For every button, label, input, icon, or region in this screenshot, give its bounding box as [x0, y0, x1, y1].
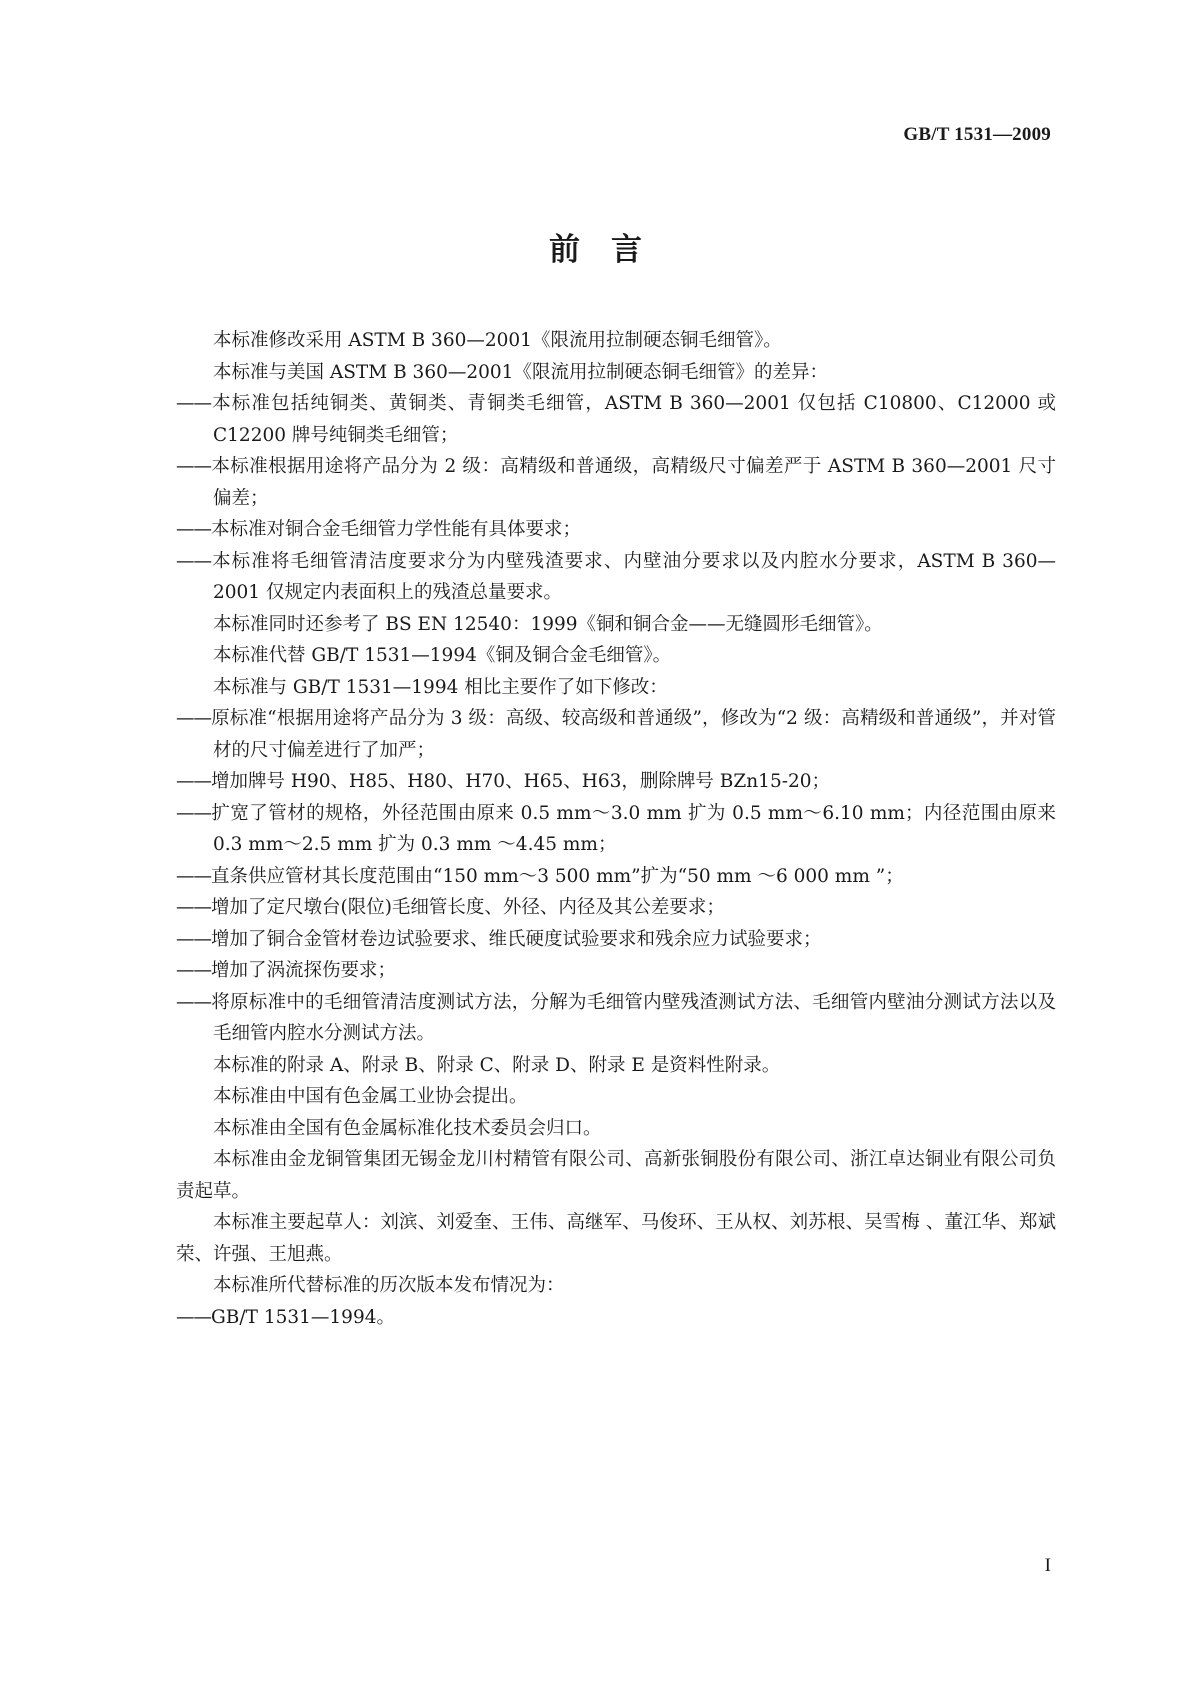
dash-marker: ——	[176, 519, 211, 540]
dash-item-text: 增加牌号 H90、H85、H80、H70、H65、H63，删除牌号 BZn15-20；	[211, 771, 831, 792]
dash-item-text: 增加了铜合金管材卷边试验要求、维氏硬度试验要求和残余应力试验要求；	[211, 928, 822, 950]
dash-item	[176, 766, 1056, 798]
dash-item-text: 直条供应管材其长度范围由“150 mm～3 500 mm”扩为“50 mm ～6 000 mm ”；	[211, 865, 904, 887]
dash-item-text: 增加了涡流探伤要求；	[211, 960, 397, 981]
dash-marker: ——	[176, 456, 211, 477]
dash-marker: ——	[176, 802, 211, 824]
dash-marker: ——	[176, 1306, 211, 1328]
paragraph: 本标准由金龙铜管集团无锡金龙川村精管有限公司、高新张铜股份有限公司、浙江卓达铜业有限公司负责起草。	[176, 1149, 1056, 1202]
dash-marker: ——	[176, 708, 211, 729]
dash-marker: ——	[176, 771, 211, 792]
paragraph: 本标准由全国有色金属标准化技术委员会归口。	[213, 1117, 602, 1139]
dash-marker: ——	[176, 550, 211, 572]
dash-item-text: GB/T 1531—1994。	[211, 1306, 395, 1328]
paragraph: 本标准所代替标准的历次版本发布情况为：	[213, 1275, 565, 1296]
dash-item-text: 增加了定尺墩台(限位)毛细管长度、外径、内径及其公差要求；	[211, 897, 725, 918]
dash-marker: ——	[176, 991, 211, 1013]
paragraph: 本标准由中国有色金属工业协会提出。	[213, 1086, 528, 1107]
dash-marker: ——	[176, 960, 211, 981]
dash-marker: ——	[176, 865, 211, 887]
paragraph: 本标准与 GB/T 1531—1994 相比主要作了如下修改：	[213, 676, 668, 698]
paragraph: 本标准与美国 ASTM B 360—2001《限流用拉制硬态铜毛细管》的差异：	[213, 361, 828, 383]
preface-body	[176, 325, 1056, 1333]
page-title: 前 言	[549, 232, 642, 268]
dash-item-text: 本标准根据用途将产品分为 2 级：高精级和普通级，高精级尺寸偏差严于 ASTM B 360—2001 尺寸偏差；	[211, 456, 1056, 509]
page-number: I	[1044, 1555, 1051, 1576]
dash-item	[176, 703, 1056, 766]
standard-number: GB/T 1531—2009	[903, 124, 1051, 145]
dash-item	[176, 451, 1056, 514]
dash-item-text: 本标准将毛细管清洁度要求分为内壁残渣要求、内壁油分要求以及内腔水分要求，ASTM B 360—2001 仅规定内表面积上的残渣总量要求。	[211, 550, 1056, 603]
dash-marker: ——	[176, 928, 211, 950]
dash-item	[176, 798, 1056, 861]
dash-item	[176, 388, 1056, 451]
paragraph: 本标准代替 GB/T 1531—1994《铜及铜合金毛细管》。	[213, 645, 672, 666]
dash-item	[176, 892, 1056, 924]
dash-item	[176, 924, 1056, 956]
paragraph: 本标准主要起草人：刘滨、刘爱奎、王伟、高继军、马俊环、王从权、刘苏根、吴雪梅 、董江华、郑斌荣、许强、王旭燕。	[176, 1212, 1056, 1265]
dash-item-text: 扩宽了管材的规格，外径范围由原来 0.5 mm～3.0 mm 扩为 0.5 mm～6.10 mm；内径范围由原来 0.3 mm～2.5 mm 扩为 0.3 mm ～4.45 mm；	[211, 802, 1056, 855]
dash-marker: ——	[176, 897, 211, 918]
dash-item-text: 本标准包括纯铜类、黄铜类、青铜类毛细管，ASTM B 360—2001 仅包括 C10800、C12000 或 C12200 牌号纯铜类毛细管；	[211, 393, 1056, 446]
dash-item	[176, 1302, 1056, 1334]
paragraph: 本标准的附录 A、附录 B、附录 C、附录 D、附录 E 是资料性附录。	[213, 1054, 781, 1076]
dash-marker: ——	[176, 393, 211, 414]
dash-item	[176, 987, 1056, 1050]
dash-item	[176, 546, 1056, 609]
paragraph: 本标准修改采用 ASTM B 360—2001《限流用拉制硬态铜毛细管》。	[213, 330, 782, 351]
paragraph: 本标准同时还参考了 BS EN 12540：1999《铜和铜合金——无缝圆形毛细管》。	[213, 613, 883, 635]
dash-item-text: 将原标准中的毛细管清洁度测试方法，分解为毛细管内壁残渣测试方法、毛细管内壁油分测试方法以及毛细管内腔水分测试方法。	[211, 991, 1056, 1044]
dash-item-text: 本标准对铜合金毛细管力学性能有具体要求；	[211, 519, 582, 540]
dash-item	[176, 514, 1056, 546]
dash-item-text: 原标准“根据用途将产品分为 3 级：高级、较高级和普通级”，修改为“2 级：高精级和普通级”，并对管材的尺寸偏差进行了加严；	[211, 708, 1056, 761]
dash-item	[176, 861, 1056, 893]
dash-item	[176, 955, 1056, 987]
